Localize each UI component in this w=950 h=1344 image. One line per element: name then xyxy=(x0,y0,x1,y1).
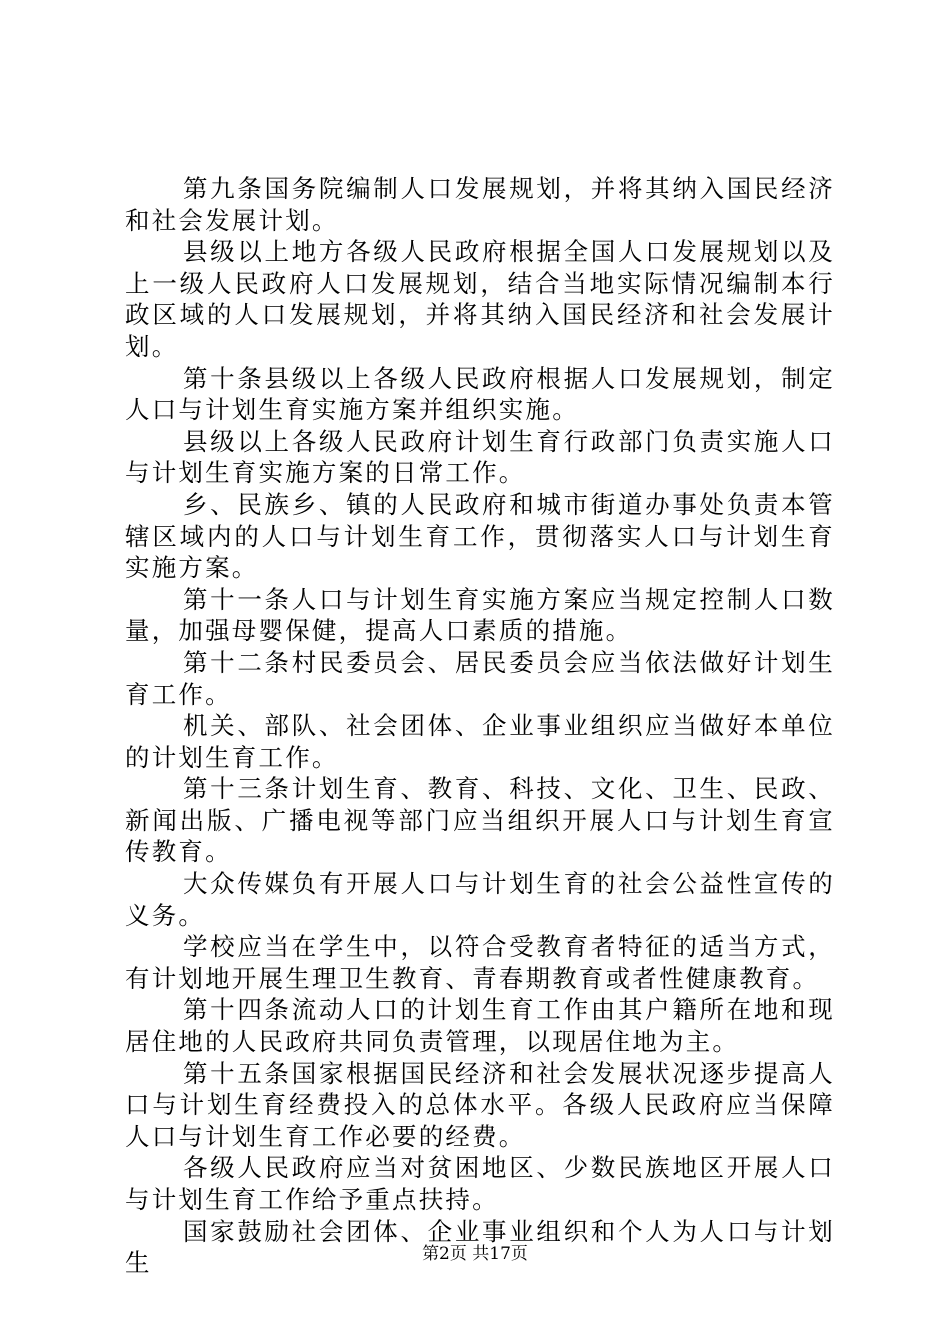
paragraph: 第九条国务院编制人口发展规划，并将其纳入国民经济和社会发展计划。 xyxy=(125,174,835,235)
paragraph: 县级以上各级人民政府计划生育行政部门负责实施人口与计划生育实施方案的日常工作。 xyxy=(125,426,835,488)
page-number-footer: 第2页 共17页 xyxy=(422,1244,528,1264)
document-body xyxy=(125,173,835,1279)
paragraph: 第十二条村民委员会、居民委员会应当依法做好计划生育工作。 xyxy=(125,647,835,709)
paragraph: 县级以上地方各级人民政府根据全国人口发展规划以及上一级人民政府人口发展规划，结合当地实际情况编制本行政区域的人口发展规划，并将其纳入国民经济和社会发展计划。 xyxy=(125,237,835,361)
paragraph: 第十四条流动人口的计划生育工作由其户籍所在地和现居住地的人民政府共同负责管理，以现居住地为主。 xyxy=(125,995,835,1057)
paragraph: 第十三条计划生育、教育、科技、文化、卫生、民政、新闻出版、广播电视等部门应当组织开展人口与计划生育宣传教育。 xyxy=(125,774,835,867)
paragraph: 第十条县级以上各级人民政府根据人口发展规划，制定人口与计划生育实施方案并组织实施。 xyxy=(125,363,835,425)
paragraph: 各级人民政府应当对贫困地区、少数民族地区开展人口与计划生育工作给予重点扶持。 xyxy=(125,1153,835,1214)
paragraph: 乡、民族乡、镇的人民政府和城市街道办事处负责本管辖区域内的人口与计划生育工作，贯彻落实人口与计划生育实施方案。 xyxy=(125,489,835,583)
paragraph: 机关、部队、社会团体、企业事业组织应当做好本单位的计划生育工作。 xyxy=(125,711,835,772)
paragraph: 学校应当在学生中，以符合受教育者特征的适当方式，有计划地开展生理卫生教育、青春期教育或者性健康教育。 xyxy=(125,932,835,993)
paragraph: 第十一条人口与计划生育实施方案应当规定控制人口数量，加强母婴保健，提高人口素质的措施。 xyxy=(125,584,835,646)
paragraph: 国家鼓励社会团体、企业事业组织和个人为人口与计划生 xyxy=(125,1216,835,1278)
paragraph: 第十五条国家根据国民经济和社会发展状况逐步提高人口与计划生育经费投入的总体水平。各级人民政府应当保障人口与计划生育工作必要的经费。 xyxy=(125,1058,835,1151)
paragraph: 大众传媒负有开展人口与计划生育的社会公益性宣传的义务。 xyxy=(125,869,835,930)
